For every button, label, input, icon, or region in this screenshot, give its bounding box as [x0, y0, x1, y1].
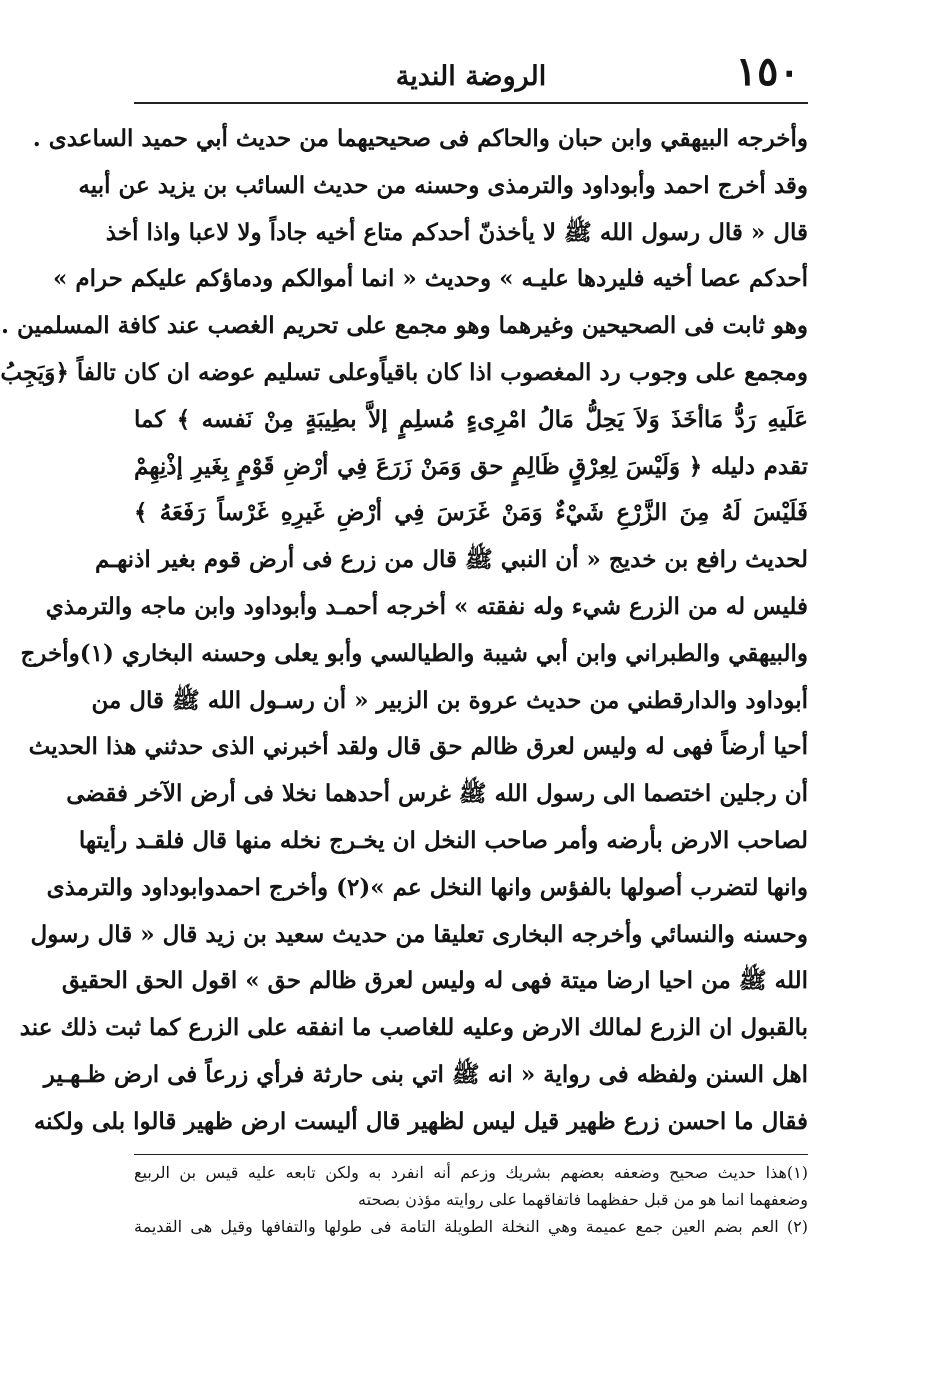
text-line: فقال ما احسن زرع ظهير قيل ليس لظهير قال أليست ارض ظهير قالوا بلى ولكنه [33, 1107, 808, 1135]
page-header [134, 48, 808, 100]
book-page [0, 48, 808, 1240]
text-line: بالقبول ان الزرع لمالك الارض وعليه للغاصب ما انفقه على الزرع كما ثبت ذلك عند [19, 1014, 808, 1042]
text-line: اهل السنن ولفظه فى رواية « انه ﷺ اتي بنى حارثة فرأي زرعاً فى ارض ظـهـير [43, 1060, 808, 1088]
footnote-line: (١)هذا حديث صحيح وضعفه بعضهم بشريك وزعم أنه انفرد به ولكن تابعه عليه قيس بن الربيع [134, 1162, 808, 1182]
text-line: تقدم دليله ﴿ وَلَيْسَ لِعِرْقٍ ظَالِمٍ حق وَمَنْ زَرَعَ فِي أرْضِ قَوْمٍ بِغَيرِ إذْنِهِمْ [134, 452, 808, 480]
text-line: الله ﷺ من احيا ارضا ميتة فهى له وليس لعرق ظالم حق » اقول الحق الحقيق [61, 967, 808, 995]
text-line: وانها لتضرب أصولها بالفؤس وانها النخل عم »(٢) وأخرج احمدوابوداود والترمذى [46, 873, 808, 901]
text-line: لصاحب الارض بأرضه وأمر صاحب النخل ان يخـرج نخله منها قال فلقـد رأيتها [78, 826, 808, 854]
text-line: وهو ثابت فى الصحيحين وغيرهما وهو مجمع على تحريم الغصب عند كافة المسلمين . [1, 312, 808, 340]
running-title: الروضة الندية [395, 61, 547, 92]
text-line: والبيهقي والطبراني وابن أبي شيبة والطيالسي وأبو يعلى وحسنه البخاري (١)وأخرج [20, 639, 808, 667]
text-line: أن رجلين اختصما الى رسول الله ﷺ غرس أحدهما نخلا فى أرض الآخر فقضى [66, 780, 808, 808]
text-line: وقد أخرج احمد وأبوداود والترمذى وحسنه من حديث السائب بن يزيد عن أبيه [78, 171, 808, 199]
page-number: ١٥٠ [735, 48, 800, 95]
text-line: فَلَيْسَ لَهُ مِنَ الزَّرْعِ شَيْءٌ وَمَنْ غَرَسَ فِي أرْضِ غَيرِهِ غَرْساً رَفَعَهُ ﴾ [134, 499, 808, 527]
text-line: أبوداود والدارقطني من حديث عروة بن الزبير « أن رسـول الله ﷺ قال من [91, 686, 808, 714]
text-line: أحيا أرضاً فهى له وليس لعرق ظالم حق قال ولقد أخبرني الذى حدثني هذا الحديث [28, 733, 808, 761]
text-line: وحسنه والنسائي وأخرجه البخارى تعليقا من حديث سعيد بن زيد قال « قال رسول [30, 920, 808, 948]
main-text [0, 116, 808, 1146]
text-line: فليس له من الزرع شيء وله نفقته » أخرجه أحمـد وأبوداود وابن ماجه والترمذي [45, 592, 808, 620]
footnote-line: وضعفهما انما هو من قبل حفظهما فاتفاقهما على روايته مؤذن بصحته [358, 1189, 808, 1209]
footnotes [134, 1159, 808, 1240]
footnote-separator [134, 1154, 808, 1155]
text-line: لحديث رافع بن خديج « أن النبي ﷺ قال من زرع فى أرض قوم بغير اذنهـم [95, 546, 808, 574]
text-line: وأخرجه البيهقي وابن حبان والحاكم فى صحيحيهما من حديث أبي حميد الساعدى . [32, 125, 808, 152]
footnote-line: (٢) العم بضم العين جمع عميمة وهي النخلة الطويلة التامة فى طولها والتفافها وقيل هى القديمة [134, 1216, 808, 1236]
text-line: ومجمع على وجوب رد المغصوب اذا كان باقياًوعلى تسليم عوضه ان كان تالفاً ﴿وَيَجِبُ [0, 358, 808, 386]
text-line: قال « قال رسول الله ﷺ لا يأخذنّ أحدكم متاع أخيه جاداً ولا لاعبا واذا أخذ [105, 218, 808, 246]
text-line: عَلَيهِ رَدُّ مَاأخَذَ وَلاَ يَحِلُّ مَالُ امْرِىءٍ مُسلِمٍ إلاَّ بطِيبَةٍ مِنْ نَفسه ﴾ كما [134, 405, 808, 433]
header-rule [134, 102, 808, 104]
text-line: أحدكم عصا أخيه فليردها عليـه » وحديث « انما أموالكم ودماؤكم عليكم حرام » [52, 265, 808, 293]
